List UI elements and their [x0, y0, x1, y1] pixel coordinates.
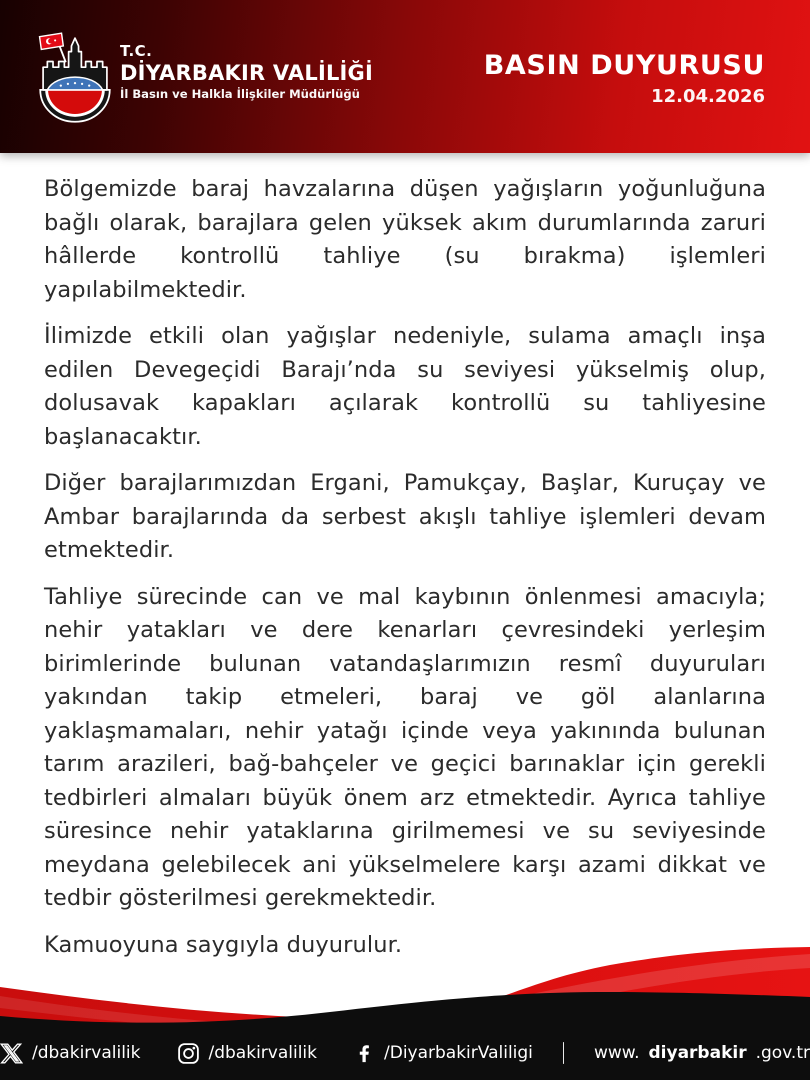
paragraph-3: Diğer barajlarımızdan Ergani, Pamukçay, Başlar, Kuruçay ve Ambar barajlarında da serbest akışlı tahliye işlemleri devam etmektedir.	[44, 470, 766, 563]
org-name: DİYARBAKIR VALİLİĞİ	[120, 60, 374, 85]
website-link[interactable]	[594, 1043, 810, 1063]
org-country-abbrev: T.C.	[120, 42, 153, 60]
instagram-social-link[interactable]	[177, 1042, 318, 1065]
paragraph-2: İlimizde etkili olan yağışlar nedeniyle, sulama amaçlı inşa edilen Devegeçidi Barajı’nda su seviyesi yükselmiş olup, dolusavak kapakları açılarak kontrollü su tahliyesine başlanacaktır.	[44, 323, 766, 450]
org-titles	[120, 26, 373, 100]
header-org-block	[36, 26, 373, 124]
facebook-handle: /DiyarbakirValiligi	[384, 1043, 533, 1063]
governorship-logo-icon	[36, 26, 114, 124]
announcement-title: BASIN DUYURUSU	[483, 50, 765, 81]
facebook-social-link[interactable]	[353, 1042, 533, 1064]
announcement-body	[0, 153, 810, 962]
x-icon	[0, 1042, 23, 1065]
closing-line: Kamuoyuna saygıyla duyurulur.	[44, 931, 403, 958]
website-suffix: .gov.tr	[755, 1043, 810, 1063]
footer-divider	[563, 1042, 564, 1064]
website-name: diyarbakir	[648, 1043, 747, 1063]
instagram-icon	[177, 1042, 200, 1065]
footer-social-bar	[0, 1035, 810, 1071]
instagram-handle: /dbakirvalilik	[208, 1043, 317, 1063]
org-department: İl Basın ve Halkla İlişkiler Müdürlüğü	[120, 86, 360, 101]
paragraph-4: Tahliye sürecinde can ve mal kaybının önlenmesi amacıyla; nehir yatakları ve dere kenarları çevresindeki yerleşim birimlerinde bulunan vatandaşlarımızın resmî duyuruları yakından takip etmeleri, baraj ve göl alanlarına yaklaşmamaları, nehir yatağı içinde veya yakınında bulunan tarım arazileri, bağ-bahçeler ve geçici barınaklar için gerekli tedbirleri almaları büyük önem arz etmektedir. Ayrıca tahliye süresince nehir yataklarına girilmemesi ve su seviyesinde meydana gelebilecek ani yükselmelere karşı azami dikkat ve tedbir gösterilmesi gerekmektedir.	[44, 583, 766, 911]
announcement-date: 12.04.2026	[651, 86, 765, 107]
x-social-link[interactable]	[0, 1042, 141, 1065]
x-handle: /dbakirvalilik	[32, 1043, 141, 1063]
header-banner	[0, 0, 810, 153]
paragraph-1: Bölgemizde baraj havzalarına düşen yağışların yoğunluğuna bağlı olarak, barajlara gelen yüksek akım durumlarında zaruri hâllerde kontrollü tahliye (su bırakma) işlemleri yapılabilmektedir.	[44, 176, 766, 303]
announcement-title-block	[484, 50, 765, 107]
website-prefix: www.	[593, 1043, 640, 1063]
facebook-icon	[353, 1042, 375, 1064]
